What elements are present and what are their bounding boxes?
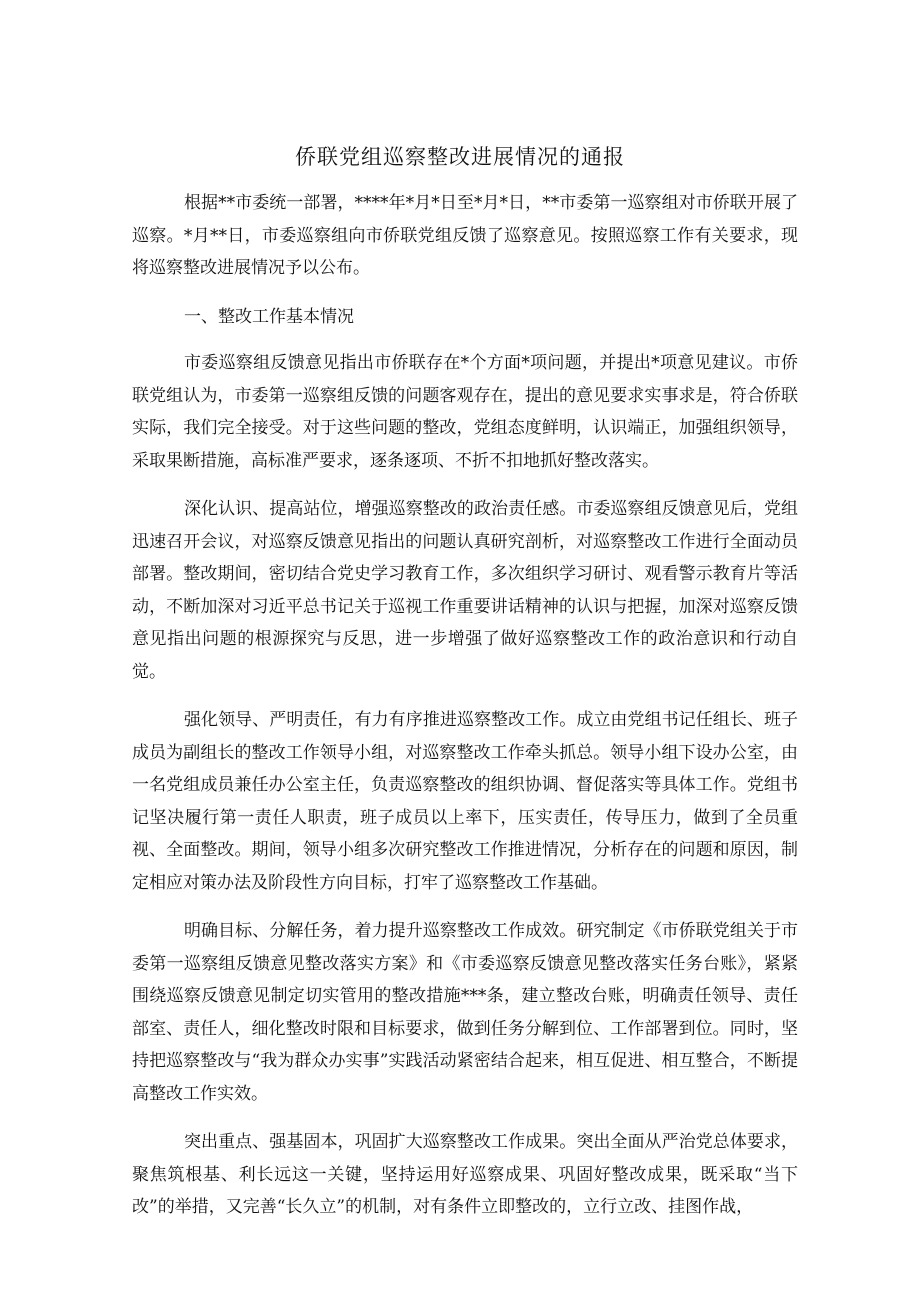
document-body <box>132 187 798 1240</box>
paragraph: 深化认识、提高站位，增强巡察整改的政治责任感。市委巡察组反馈意见后，党组迅速召开会议，对巡察反馈意见指出的问题认真研究剖析，对巡察整改工作进行全面动员部署。整改期间，密切结合党史学习教育工作，多次组织学习研讨、观看警示教育片等活动，不断加深对习近平总书记关于巡视工作重要讲话精神的认识与把握，加深对巡察反馈意见指出问题的根源探究与反思，进一步增强了做好巡察整改工作的政治意识和行动自觉。 <box>132 499 798 682</box>
paragraph-intro: 根据**市委统一部署，****年*月*日至*月*日，**市委第一巡察组对市侨联开展了巡察。*月**日，市委巡察组向市侨联党组反馈了巡察意见。按照巡察工作有关要求，现将巡察整改进展情况予以公布。 <box>132 193 798 278</box>
document-title: 侨联党组巡察整改进展情况的通报 <box>295 145 625 169</box>
paragraph: 市委巡察组反馈意见指出市侨联存在*个方面*项问题，并提出*项意见建议。市侨联党组认为，市委第一巡察组反馈的问题客观存在，提出的意见要求实事求是，符合侨联实际，我们完全接受。对于这些问题的整改，党组态度鲜明，认识端正，加强组织领导，采取果断措施，高标准严要求，逐条逐项、不折不扣地抓好整改落实。 <box>132 353 798 471</box>
paragraph: 强化领导、严明责任，有力有序推进巡察整改工作。成立由党组书记任组长、班子成员为副组长的整改工作领导小组，对巡察整改工作牵头抓总。领导小组下设办公室，由一名党组成员兼任办公室主任，负责巡察整改的组织协调、督促落实等具体工作。党组书记坚决履行第一责任人职责，班子成员以上率下，压实责任，传导压力，做到了全员重视、全面整改。期间，领导小组多次研究整改工作推进情况，分析存在的问题和原因，制定相应对策办法及阶段性方向目标，打牢了巡察整改工作基础。 <box>132 710 798 893</box>
paragraph: 突出重点、强基固本，巩固扩大巡察整改工作成果。突出全面从严治党总体要求，聚焦筑根基、利长远这一关键，坚持运用好巡察成果、巩固好整改成果，既采取“当下改”的举措，又完善“长久立”的机制，对有条件立即整改的，立行立改、挂图作战， <box>132 1132 798 1217</box>
section-heading: 一、整改工作基本情况 <box>184 306 354 327</box>
paragraph: 明确目标、分解任务，着力提升巡察整改工作成效。研究制定《市侨联党组关于市委第一巡察组反馈意见整改落实方案》和《市委巡察反馈意见整改落实任务台账》，紧紧围绕巡察反馈意见制定切实管用的整改措施***条，建立整改台账，明确责任领导、责任部室、责任人，细化整改时限和目标要求，做到任务分解到位、工作部署到位。同时，坚持把巡察整改与“我为群众办实事”实践活动紧密结合起来，相互促进、相互整合，不断提高整改工作实效。 <box>132 921 798 1104</box>
